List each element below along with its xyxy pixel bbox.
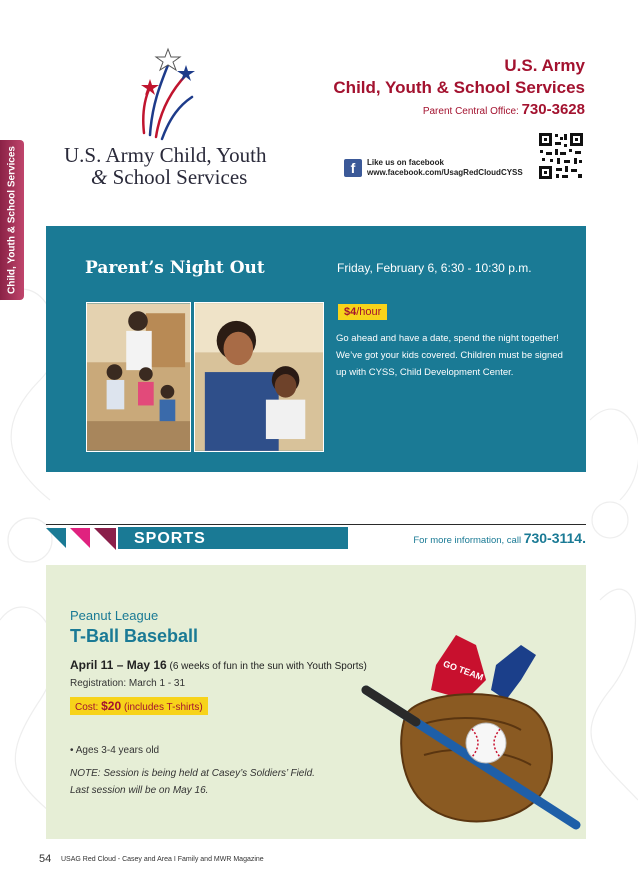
page-number: 54 (39, 853, 52, 865)
section-side-tab (0, 140, 24, 300)
tball-ages: • Ages 3-4 years old (70, 745, 160, 756)
baseball-icon (466, 723, 506, 763)
decorative-triangles-icon (46, 528, 118, 550)
pno-description: Go ahead and have a date, spend the night together! We’ve got your kids covered. Children must be signed up with CYSS, Child Development Center. (336, 333, 563, 378)
tball-registration: Registration: March 1 - 31 (70, 678, 186, 689)
sports-heading: SPORTS (134, 530, 206, 547)
tball-note (70, 765, 315, 799)
sports-divider-line (46, 524, 586, 525)
tball-dates-rest: (6 weeks of fun in the sun with Youth Sports) (169, 661, 367, 672)
tball-cost-note: (includes T-shirts) (123, 702, 203, 713)
footer-publication: USAG Red Cloud - Casey and Area I Family and MWR Magazine (61, 856, 264, 863)
office-label: Parent Central Office: (422, 106, 519, 117)
children-playing-photo (86, 302, 191, 452)
tball-dates (70, 658, 367, 672)
logo-wordmark-line2-text: School Services (112, 165, 248, 189)
facebook-text (367, 158, 523, 178)
tball-cost-label: Cost: (75, 702, 99, 713)
tball-note-line1: NOTE: Session is being held at Casey’s Soldiers’ Field. (70, 768, 315, 779)
side-tab-label: Child, Youth & School Services (6, 146, 18, 294)
tball-panel (46, 565, 586, 839)
baseball-glove-bat-illustration (346, 625, 586, 839)
facebook-line1: Like us on facebook (367, 158, 444, 167)
sports-contact-info (413, 530, 586, 546)
parents-night-out-panel (46, 226, 586, 472)
pno-price-badge (338, 304, 387, 320)
tball-note-line2: Last session will be on May 16. (70, 785, 209, 796)
parent-central-office (423, 101, 585, 118)
tball-subtitle: Peanut League (70, 608, 159, 623)
tball-title: T-Ball Baseball (70, 626, 199, 646)
logo-wordmark-line2 (91, 165, 247, 190)
qr-code-icon[interactable] (538, 132, 584, 180)
pno-date: Friday, February 6, 6:30 - 10:30 p.m. (337, 261, 532, 275)
org-title-line2: Child, Youth & School Services (333, 78, 585, 97)
tball-dates-bold: April 11 – May 16 (70, 658, 167, 672)
foam-finger-blue-icon (491, 645, 536, 700)
facebook-url: www.facebook.com/UsagRedCloudCYSS (367, 168, 523, 177)
pno-price-amount: $4 (344, 306, 357, 318)
foam-finger-red-icon (431, 635, 486, 700)
caregiver-with-baby-photo (194, 302, 324, 452)
foam-finger-text: GO TEAM (441, 658, 485, 683)
sports-heading-bar (118, 527, 348, 549)
sports-info-label: For more information, call (413, 535, 522, 546)
org-title (333, 55, 585, 99)
pno-price-unit: /hour (356, 306, 382, 318)
logo-wordmark-line1: U.S. Army Child, Youth (64, 143, 267, 167)
office-number: 730-3628 (521, 101, 585, 118)
tball-cost-badge (70, 697, 208, 715)
facebook-icon: f (344, 159, 362, 177)
pno-title: Parent’s Night Out (85, 258, 265, 278)
logo-ampersand: & (91, 165, 108, 189)
org-title-line1: U.S. Army (504, 56, 585, 75)
tball-cost-amount: $20 (101, 699, 122, 713)
facebook-link[interactable] (344, 158, 523, 178)
sports-info-number: 730-3114. (523, 530, 586, 546)
